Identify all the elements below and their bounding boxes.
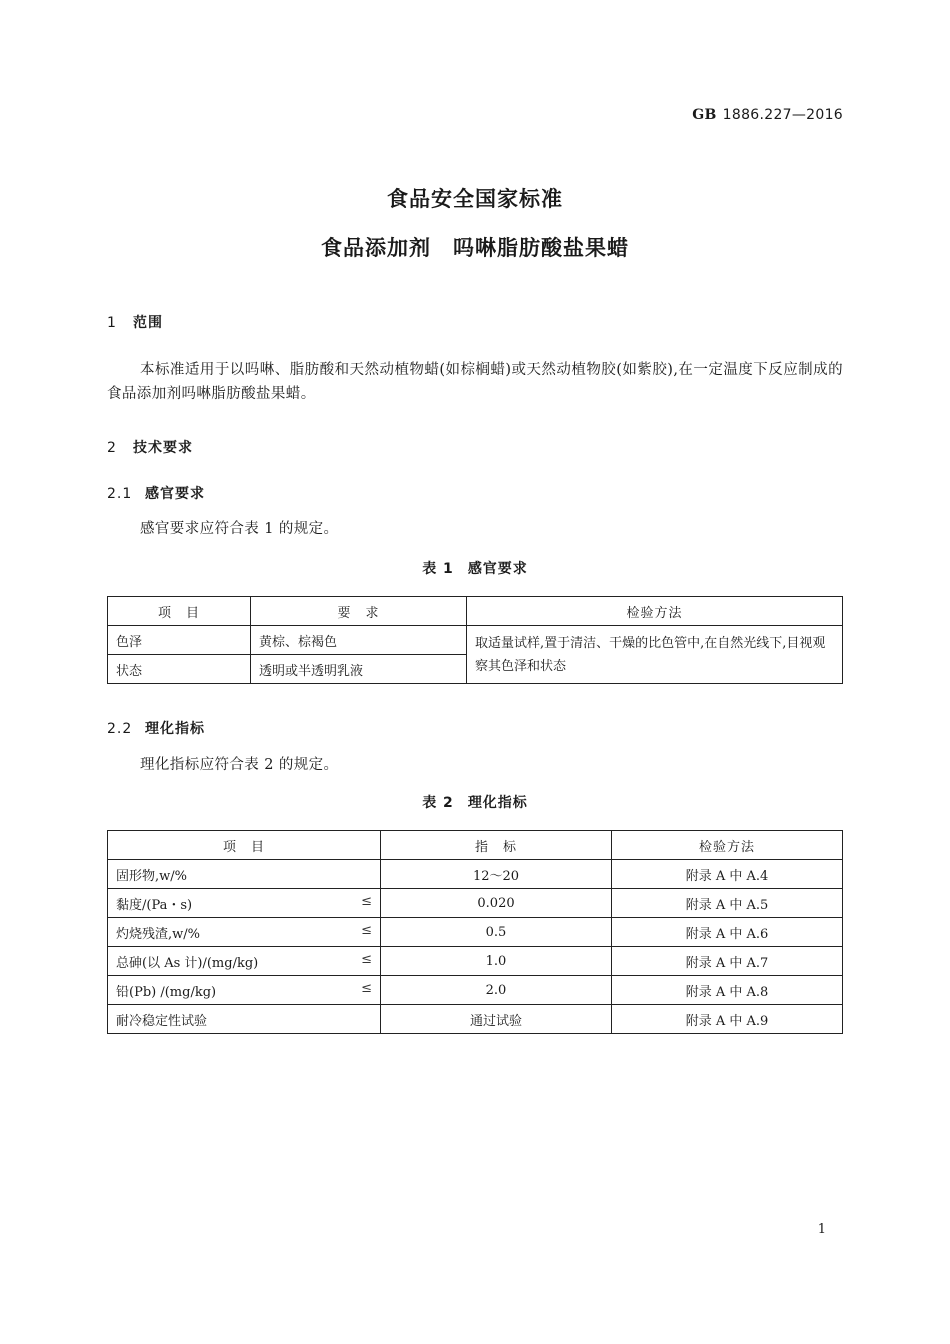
table-2-caption — [0, 792, 950, 812]
section-title: 理化指标 — [145, 721, 205, 737]
item-label: 耐冷稳定性试验 — [116, 1013, 208, 1029]
cell-value: 0.5 — [381, 918, 612, 947]
caption-text: 感官要求 — [467, 561, 528, 577]
header-requirement: 要 求 — [251, 597, 467, 626]
section-1-heading — [107, 312, 163, 332]
table-row — [108, 626, 843, 655]
cell-value: 12～20 — [381, 860, 612, 889]
section-number: 1 — [107, 315, 117, 331]
table-row — [108, 860, 843, 889]
item-label: 铅(Pb) /(mg/kg) — [116, 984, 217, 1000]
item-label: 固形物,w/% — [116, 868, 187, 884]
cell-method: 附录 A 中 A.7 — [612, 947, 843, 976]
table-1 — [107, 596, 843, 684]
table-row — [108, 889, 843, 918]
cell-item — [108, 860, 381, 889]
cell-value: 1.0 — [381, 947, 612, 976]
cell-method: 附录 A 中 A.5 — [612, 889, 843, 918]
cell-requirement: 透明或半透明乳液 — [251, 655, 467, 684]
header-item: 项 目 — [108, 831, 381, 860]
section-2-1-heading — [107, 483, 205, 503]
header-method: 检验方法 — [467, 597, 843, 626]
cell-item — [108, 889, 381, 918]
table-row — [108, 1005, 843, 1034]
le-symbol: ≤ — [361, 893, 372, 909]
header-method: 检验方法 — [612, 831, 843, 860]
section-2-heading — [107, 437, 193, 457]
section-number: 2.1 — [107, 486, 133, 502]
sub-title: 食品添加剂 吗啉脂肪酸盐果蜡 — [321, 236, 629, 260]
section-title: 范围 — [133, 315, 163, 331]
table-row — [108, 976, 843, 1005]
item-label: 灼烧残渣,w/% — [116, 926, 200, 942]
section-2-2-paragraph: 理化指标应符合表 2 的规定。 — [140, 757, 339, 773]
cell-item: 色泽 — [108, 626, 251, 655]
caption-number: 表 1 — [422, 561, 454, 577]
section-2-2-heading — [107, 718, 205, 738]
le-symbol: ≤ — [361, 951, 372, 967]
section-number: 2.2 — [107, 721, 133, 737]
cell-requirement: 黄棕、棕褐色 — [251, 626, 467, 655]
standard-code: GB — [692, 107, 717, 123]
section-title: 感官要求 — [145, 486, 205, 502]
table-row — [108, 918, 843, 947]
caption-number: 表 2 — [422, 795, 454, 811]
cell-item — [108, 947, 381, 976]
section-2-1-paragraph: 感官要求应符合表 1 的规定。 — [140, 521, 339, 537]
cell-item: 状态 — [108, 655, 251, 684]
caption-text: 理化指标 — [467, 795, 528, 811]
page-number: 1 — [817, 1222, 826, 1237]
section-number: 2 — [107, 440, 117, 456]
le-symbol: ≤ — [361, 980, 372, 996]
cell-method: 附录 A 中 A.8 — [612, 976, 843, 1005]
item-label: 黏度/(Pa・s) — [116, 897, 193, 913]
le-symbol: ≤ — [361, 922, 372, 938]
section-title: 技术要求 — [133, 440, 193, 456]
cell-method: 取适量试样,置于清洁、干燥的比色管中,在自然光线下,目视观察其色泽和状态 — [467, 626, 843, 684]
cell-value: 2.0 — [381, 976, 612, 1005]
table-header-row — [108, 597, 843, 626]
table-row — [108, 947, 843, 976]
item-label: 总砷(以 As 计)/(mg/kg) — [116, 955, 259, 971]
cell-item — [108, 976, 381, 1005]
section-1-paragraph: 本标准适用于以吗啉、脂肪酸和天然动植物蜡(如棕榈蜡)或天然动植物胶(如紫胶),在一定温度下反应制成的食品添加剂吗啉脂肪酸盐果蜡。 — [107, 362, 843, 402]
table-1-caption — [0, 558, 950, 578]
table-2 — [107, 830, 843, 1034]
cell-item — [108, 1005, 381, 1034]
cell-method: 附录 A 中 A.6 — [612, 918, 843, 947]
cell-method: 附录 A 中 A.4 — [612, 860, 843, 889]
cell-value: 通过试验 — [381, 1005, 612, 1034]
cell-method: 附录 A 中 A.9 — [612, 1005, 843, 1034]
standard-number-value: 1886.227—2016 — [722, 107, 843, 123]
cell-item — [108, 918, 381, 947]
main-title: 食品安全国家标准 — [387, 187, 563, 211]
header-indicator: 指 标 — [381, 831, 612, 860]
table-header-row — [108, 831, 843, 860]
standard-number — [692, 107, 843, 123]
cell-value: 0.020 — [381, 889, 612, 918]
header-item: 项 目 — [108, 597, 251, 626]
